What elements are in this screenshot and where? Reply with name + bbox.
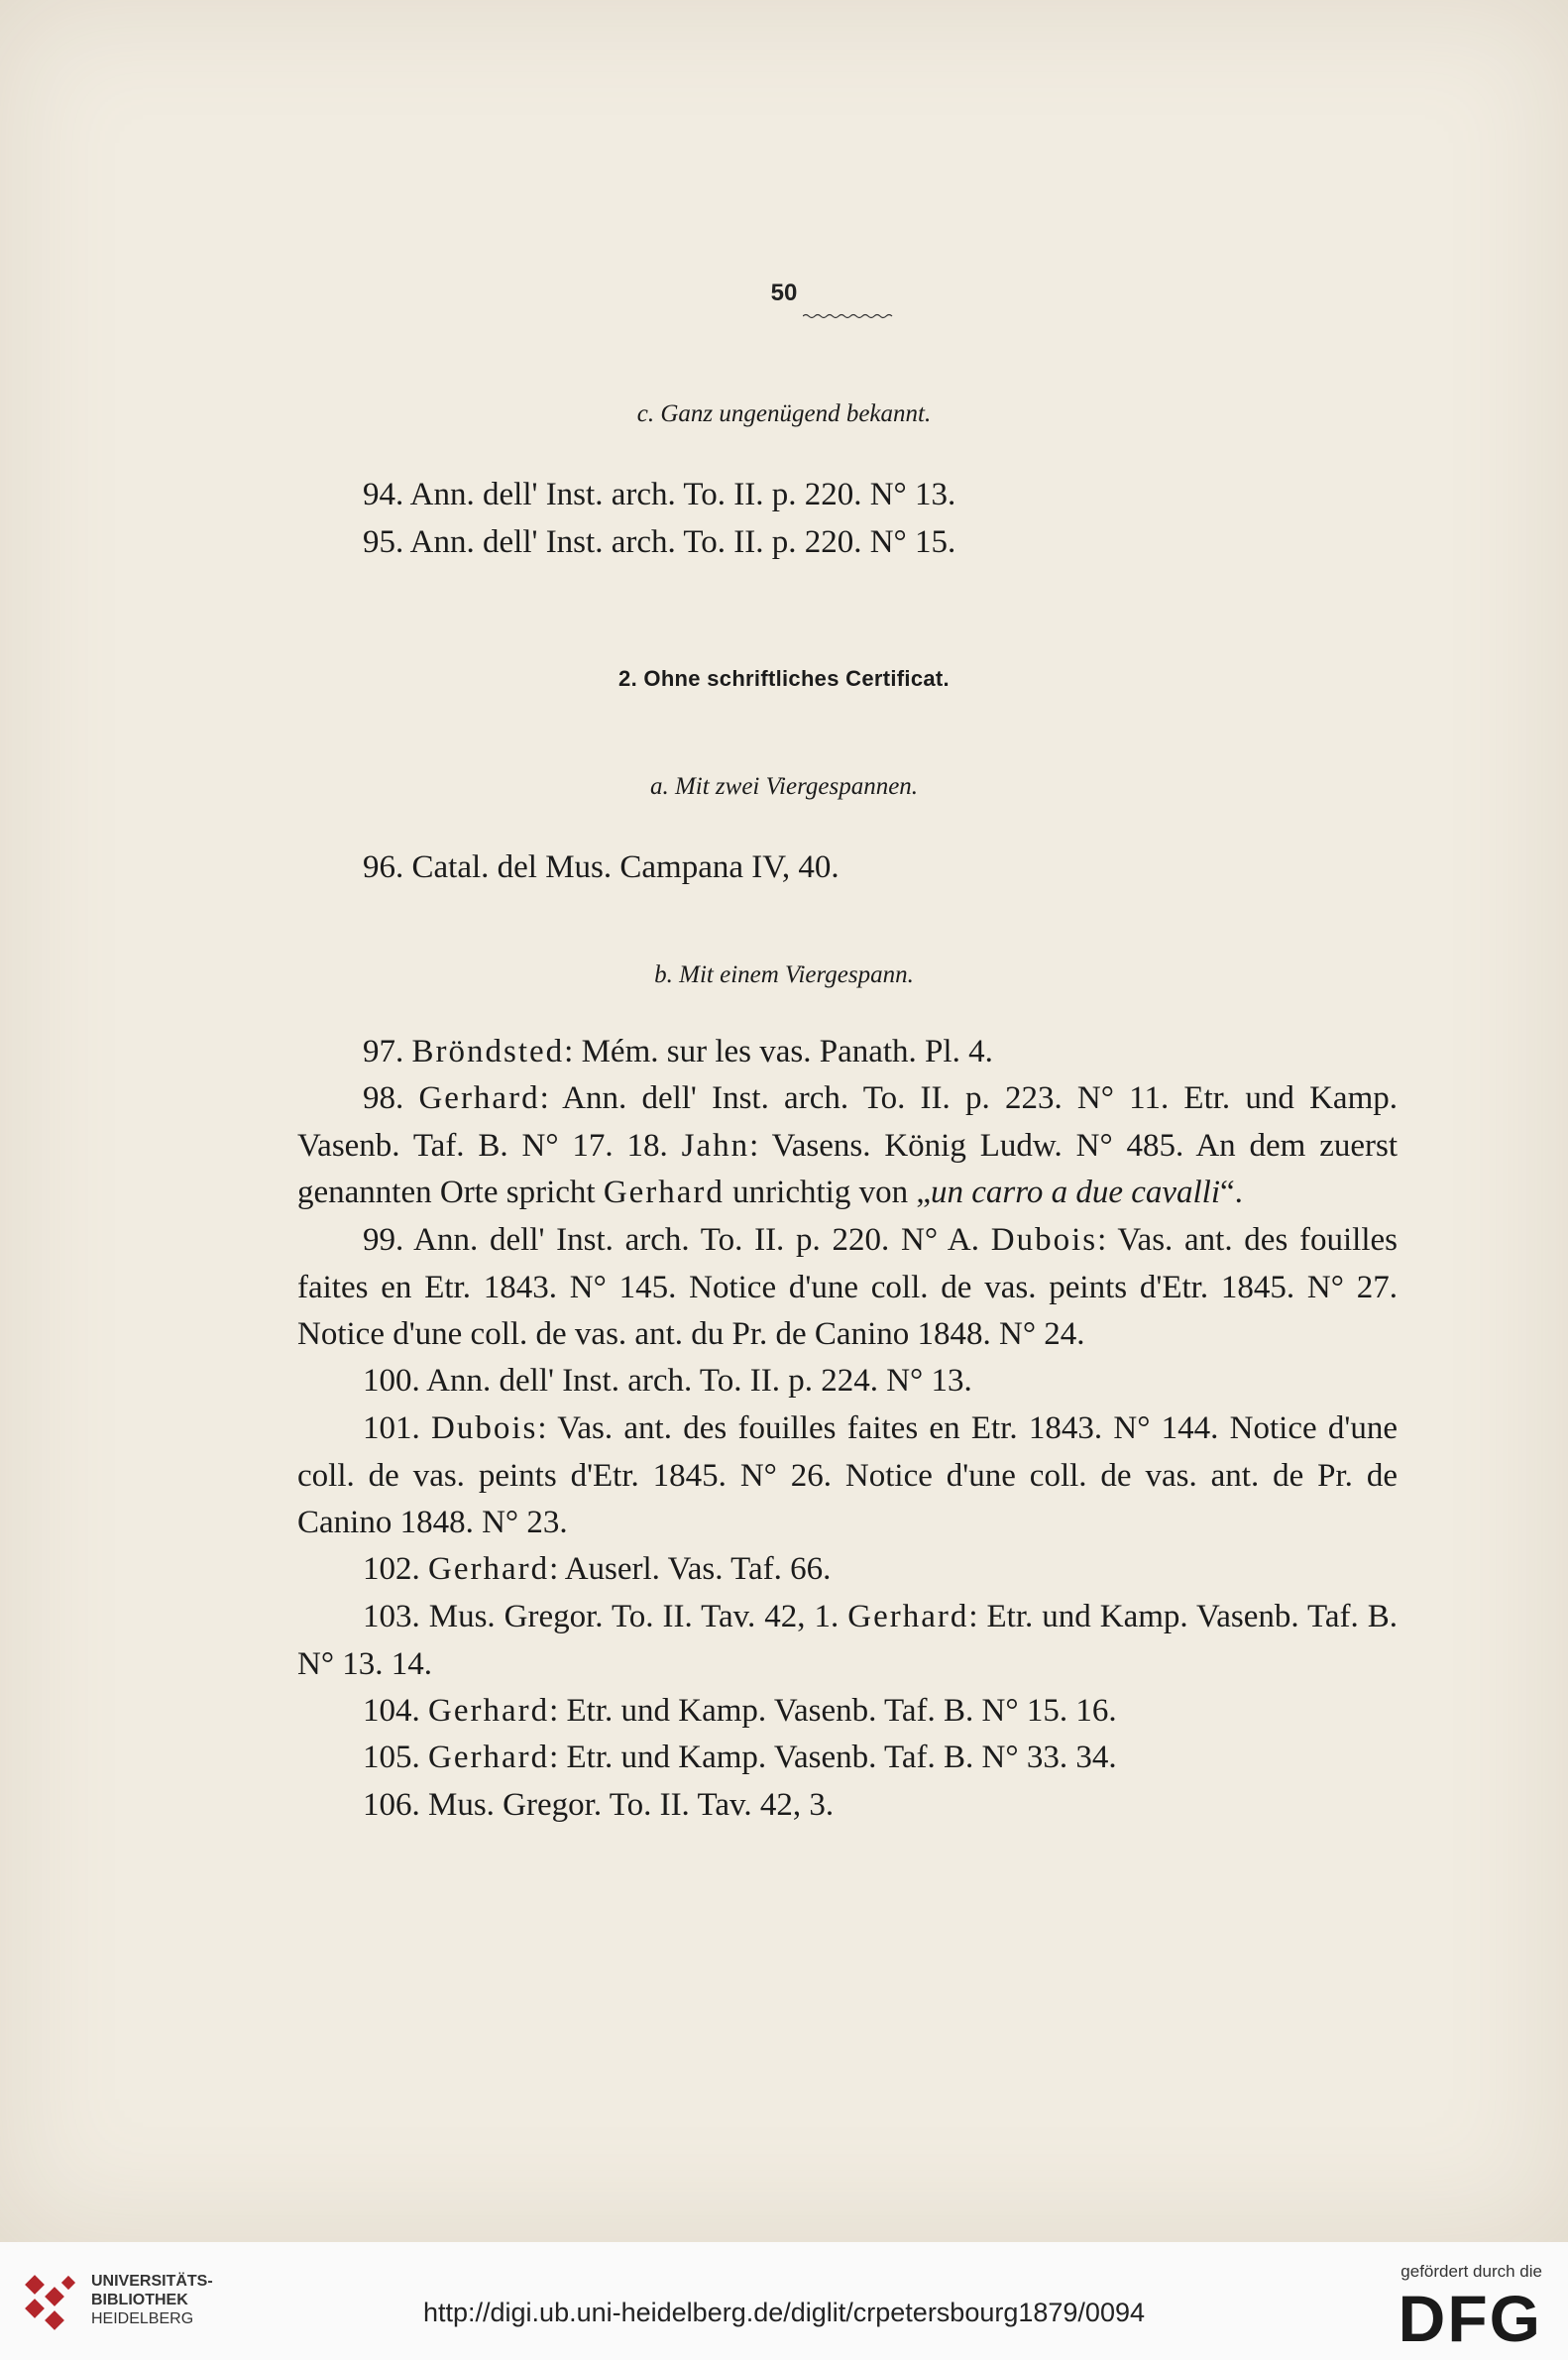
entry-105-text: : Etr. und Kamp. Vasenb. Taf. B. N° 33. 34.: [549, 1740, 1117, 1775]
section-heading-2: 2. Ohne schriftliches Certificat.: [618, 666, 950, 691]
entry-97: [297, 1029, 1398, 1076]
entry-104: [297, 1688, 1398, 1736]
entry-94: 94. Ann. dell' Inst. arch. To. II. p. 220. N° 13.: [363, 477, 956, 512]
entry-97-number: 97.: [363, 1034, 412, 1069]
page-number-ornament: [803, 313, 894, 319]
entry-102-number: 102.: [363, 1551, 428, 1587]
author-name: Bröndsted: [411, 1034, 565, 1069]
library-line-2: BIBLIOTHEK: [91, 2292, 188, 2308]
page-number: 50: [770, 280, 798, 306]
entry-98-text: : Ann. dell' Inst. arch. To. II. p. 223. N° 11. Etr. und Kamp. Vasenb. Taf. B. N° 17. 18.: [297, 1080, 1398, 1164]
entry-99: [297, 1217, 1398, 1359]
entry-95: 95. Ann. dell' Inst. arch. To. II. p. 220. N° 15.: [363, 524, 956, 560]
author-name: Gerhard: [428, 1551, 550, 1587]
dfg-logo: DFG: [1398, 2282, 1542, 2355]
author-name: Jahn: [681, 1127, 750, 1164]
entry-97-text: : Mém. sur les vas. Panath. Pl. 4.: [564, 1034, 993, 1069]
entry-103-text: 103. Mus. Gregor. To. II. Tav. 42, 1.: [363, 1599, 848, 1634]
entry-105-number: 105.: [363, 1740, 428, 1775]
library-line-3: HEIDELBERG: [91, 2310, 194, 2327]
entry-106: 106. Mus. Gregor. To. II. Tav. 42, 3.: [363, 1787, 835, 1823]
library-line-1: UNIVERSITÄTS-: [91, 2273, 213, 2290]
entry-105: [297, 1735, 1398, 1782]
section-heading-a: a. Mit zwei Viergespannen.: [649, 773, 919, 800]
entry-102: [297, 1546, 1398, 1594]
entry-98-text: unrichtig von „: [724, 1175, 931, 1210]
entry-102-text: : Auserl. Vas. Taf. 66.: [549, 1551, 832, 1587]
entry-100: 100. Ann. dell' Inst. arch. To. II. p. 224. N° 13.: [363, 1363, 972, 1399]
entry-103-text: : Etr. und Kamp. Vasenb. Taf. B. N° 13. 14.: [297, 1599, 1398, 1682]
entry-104-text: : Etr. und Kamp. Vasenb. Taf. B. N° 15. 16.: [549, 1693, 1117, 1729]
entry-103: [297, 1594, 1398, 1688]
entry-104-number: 104.: [363, 1693, 428, 1729]
author-name: Dubois: [990, 1222, 1098, 1258]
entry-101-number: 101.: [363, 1410, 432, 1446]
permalink-url[interactable]: http://digi.ub.uni-heidelberg.de/diglit/crpetersbourg1879/0094: [422, 2298, 1145, 2327]
quoted-phrase: un carro a due cavalli: [930, 1175, 1221, 1210]
entry-96: 96. Catal. del Mus. Campana IV, 40.: [363, 849, 840, 885]
entry-98-number: 98.: [363, 1080, 419, 1116]
author-name: Gerhard: [428, 1740, 550, 1775]
section-heading-c: c. Ganz ungenügend bekannt.: [636, 400, 932, 427]
author-name: Gerhard: [603, 1175, 725, 1210]
author-name: Gerhard: [847, 1599, 969, 1634]
entry-99-text: 99. Ann. dell' Inst. arch. To. II. p. 220. N° A.: [363, 1222, 991, 1258]
author-name: Dubois: [431, 1410, 538, 1446]
author-name: Gerhard: [418, 1080, 540, 1116]
entry-98-text: “.: [1220, 1175, 1243, 1210]
entry-98: [297, 1075, 1398, 1217]
author-name: Gerhard: [428, 1693, 550, 1729]
section-heading-b: b. Mit einem Viergespann.: [654, 961, 914, 988]
entry-101: [297, 1405, 1398, 1547]
funding-caption: gefördert durch die: [1400, 2262, 1542, 2281]
entry-101-text: : Vas. ant. des fouilles faites en Etr. 1843. N° 144. Notice d'une coll. de vas. peints d'Etr. 1845. N° 26. Notice d'une coll. de vas. ant. de Pr. de Canino 1848. N° 23.: [297, 1410, 1398, 1540]
entry-99-text: : Vas. ant. des fouilles faites en Etr. 1843. N° 145. Notice d'une coll. de vas. peints d'Etr. 1845. N° 27. Notice d'une coll. de vas. ant. du Pr. de Canino 1848. N° 24.: [297, 1222, 1399, 1352]
entry-98-text: : Vasens. König Ludw. N° 485. An dem zuerst genannten Orte spricht: [297, 1127, 1398, 1210]
